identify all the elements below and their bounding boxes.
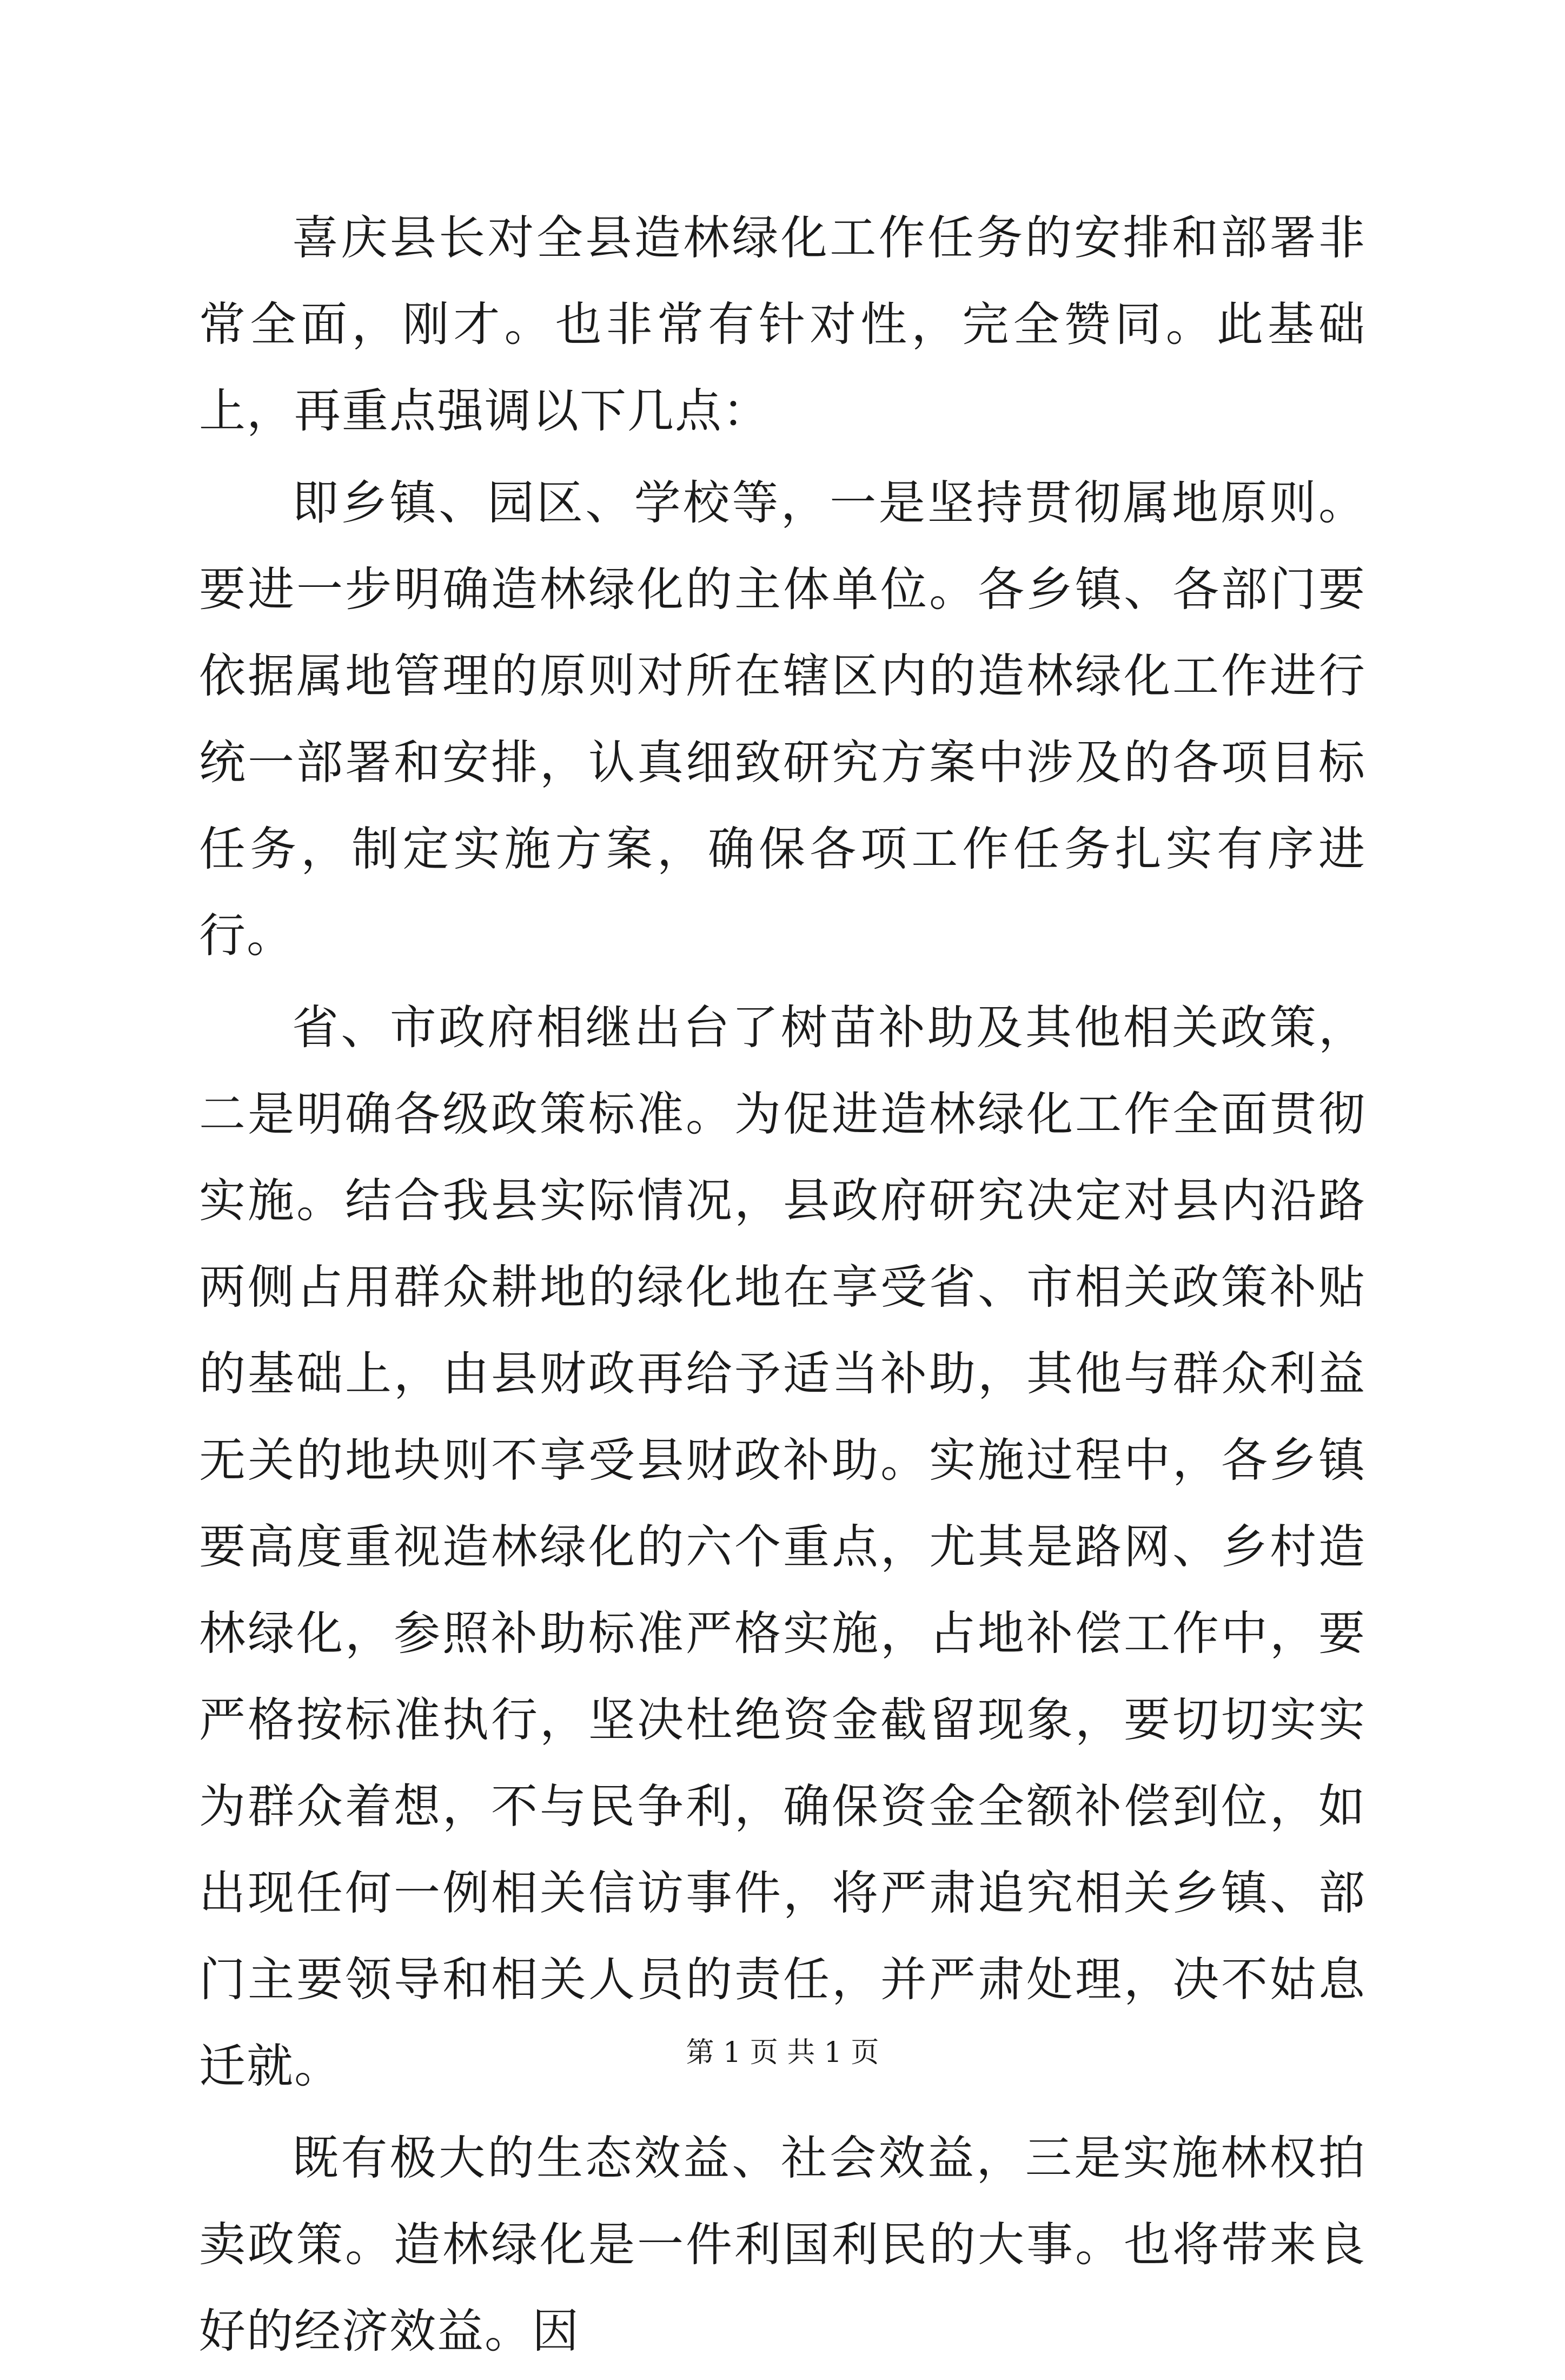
paragraph-1: 喜庆县长对全县造林绿化工作任务的安排和部署非常全面，刚才。也非常有针对性，完全赞同。此基础上，再重点强调以下几点： <box>199 211 1366 438</box>
page-footer <box>0 2034 1565 2072</box>
page-number: 第 1 页 共 1 页 <box>686 2037 879 2069</box>
paragraph-4: 既有极大的生态效益、社会效益，三是实施林权拍卖政策。造林绿化是一件利国利民的大事。也将带来良好的经济效益。因 <box>199 2131 1366 2358</box>
paragraph-3: 省、市政府相继出台了树苗补助及其他相关政策，二是明确各级政策标准。为促进造林绿化工作全面贯彻实施。结合我县实际情况，县政府研究决定对县内沿路两侧占用群众耕地的绿化地在享受省、市相关政策补贴的基础上，由县财政再给予适当补助，其他与群众利益无关的地块则不享受县财政补助。实施过程中，各乡镇要高度重视造林绿化的六个重点，尤其是路网、乡村造林绿化，参照补助标准严格实施，占地补偿工作中，要严格按标准执行，坚决杜绝资金截留现象，要切切实实为群众着想，不与民争利，确保资金全额补偿到位，如出现任何一例相关信访事件，将严肃追究相关乡镇、部门主要领导和相关人员的责任，并严肃处理，决不姑息迁就。 <box>199 1001 1366 2093</box>
paragraph-2: 即乡镇、园区、学校等，一是坚持贯彻属地原则。要进一步明确造林绿化的主体单位。各乡镇、各部门要依据属地管理的原则对所在辖区内的造林绿化工作进行统一部署和安排，认真细致研究方案中涉及的各项目标任务，制定实施方案，确保各项工作任务扎实有序进行。 <box>199 476 1366 963</box>
